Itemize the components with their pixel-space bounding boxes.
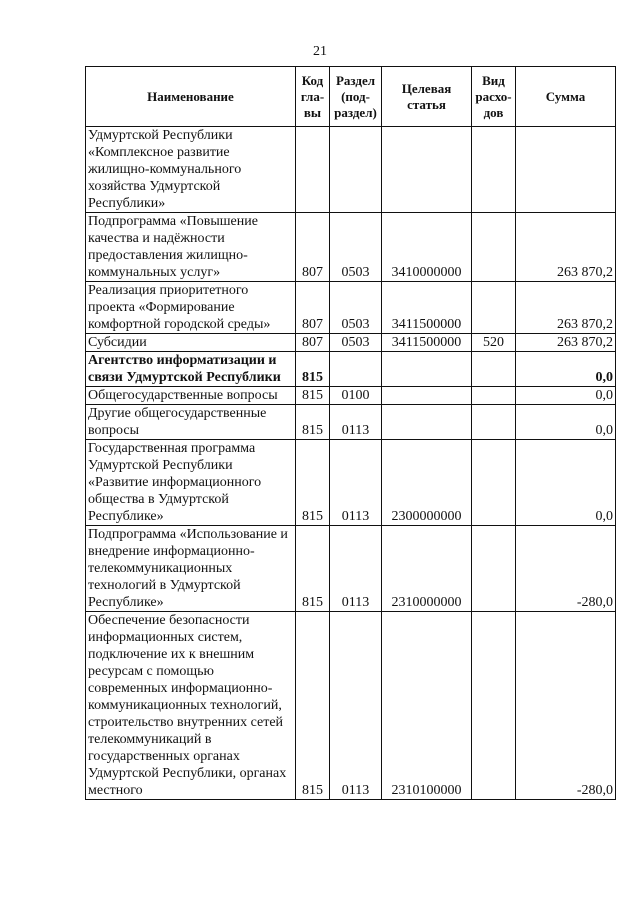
cell-section: 0100 (330, 387, 382, 405)
page-number: 21 (313, 44, 327, 59)
cell-code: 807 (296, 213, 330, 282)
cell-section (330, 352, 382, 387)
cell-target: 3411500000 (382, 282, 472, 334)
cell-target (382, 127, 472, 213)
cell-section: 0113 (330, 405, 382, 440)
cell-code: 815 (296, 387, 330, 405)
cell-amount (516, 127, 616, 213)
table-row (86, 334, 616, 352)
header-target: Целевая статья (382, 67, 472, 127)
table-row (86, 612, 616, 800)
header-amount: Сумма (516, 67, 616, 127)
cell-target: 2310100000 (382, 612, 472, 800)
cell-target: 2310000000 (382, 526, 472, 612)
cell-amount: 263 870,2 (516, 282, 616, 334)
table-row (86, 352, 616, 387)
cell-code: 815 (296, 526, 330, 612)
cell-expense-type (472, 440, 516, 526)
cell-name: Другие общегосударственные вопросы (86, 405, 296, 440)
cell-code: 815 (296, 405, 330, 440)
budget-table (85, 66, 616, 800)
table-body (86, 127, 616, 800)
table-row (86, 526, 616, 612)
cell-amount: -280,0 (516, 612, 616, 800)
cell-amount: 263 870,2 (516, 334, 616, 352)
table-row (86, 127, 616, 213)
cell-code: 807 (296, 282, 330, 334)
table-row (86, 387, 616, 405)
header-section: Раздел (под- раздел) (330, 67, 382, 127)
cell-expense-type (472, 405, 516, 440)
cell-amount: 0,0 (516, 440, 616, 526)
cell-name: Обеспечение безопасности информационных систем, подключение их к внешним ресурсам с помощью современных информационно-коммуникационных технологий, строительство внутренних сетей телекоммуникаций в государственных органах Удмуртской Республики, органах местного (86, 612, 296, 800)
cell-target: 3410000000 (382, 213, 472, 282)
cell-section: 0113 (330, 440, 382, 526)
header-name: Наименование (86, 67, 296, 127)
cell-expense-type (472, 526, 516, 612)
cell-name: Общегосударственные вопросы (86, 387, 296, 405)
cell-section: 0113 (330, 612, 382, 800)
cell-name: Реализация приоритетного проекта «Формирование комфортной городской среды» (86, 282, 296, 334)
cell-target (382, 352, 472, 387)
cell-expense-type: 520 (472, 334, 516, 352)
cell-amount: 0,0 (516, 387, 616, 405)
table-row (86, 213, 616, 282)
cell-target (382, 387, 472, 405)
cell-expense-type (472, 282, 516, 334)
cell-expense-type (472, 213, 516, 282)
cell-name: Субсидии (86, 334, 296, 352)
cell-code: 815 (296, 352, 330, 387)
cell-code: 807 (296, 334, 330, 352)
cell-amount: 0,0 (516, 352, 616, 387)
cell-code (296, 127, 330, 213)
cell-name: Удмуртской Республики «Комплексное развитие жилищно-коммунального хозяйства Удмуртской Республики» (86, 127, 296, 213)
cell-target: 3411500000 (382, 334, 472, 352)
cell-amount: -280,0 (516, 526, 616, 612)
cell-section (330, 127, 382, 213)
cell-expense-type (472, 612, 516, 800)
cell-expense-type (472, 387, 516, 405)
cell-target (382, 405, 472, 440)
cell-expense-type (472, 352, 516, 387)
cell-section: 0503 (330, 334, 382, 352)
cell-name: Подпрограмма «Повышение качества и надёжности предоставления жилищно-коммунальных услуг» (86, 213, 296, 282)
cell-name: Агентство информатизации и связи Удмуртской Республики (86, 352, 296, 387)
cell-target: 2300000000 (382, 440, 472, 526)
header-expense-type: Вид расхо- дов (472, 67, 516, 127)
table-header-row (86, 67, 616, 127)
cell-name: Подпрограмма «Использование и внедрение информационно-телекоммуникационных технологий в Удмуртской Республике» (86, 526, 296, 612)
cell-amount: 0,0 (516, 405, 616, 440)
header-code: Код гла- вы (296, 67, 330, 127)
cell-amount: 263 870,2 (516, 213, 616, 282)
cell-expense-type (472, 127, 516, 213)
cell-name: Государственная программа Удмуртской Республики «Развитие информационного общества в Удмуртской Республике» (86, 440, 296, 526)
cell-code: 815 (296, 612, 330, 800)
table-row (86, 405, 616, 440)
cell-section: 0503 (330, 282, 382, 334)
table-row (86, 440, 616, 526)
table-row (86, 282, 616, 334)
cell-section: 0503 (330, 213, 382, 282)
cell-code: 815 (296, 440, 330, 526)
cell-section: 0113 (330, 526, 382, 612)
